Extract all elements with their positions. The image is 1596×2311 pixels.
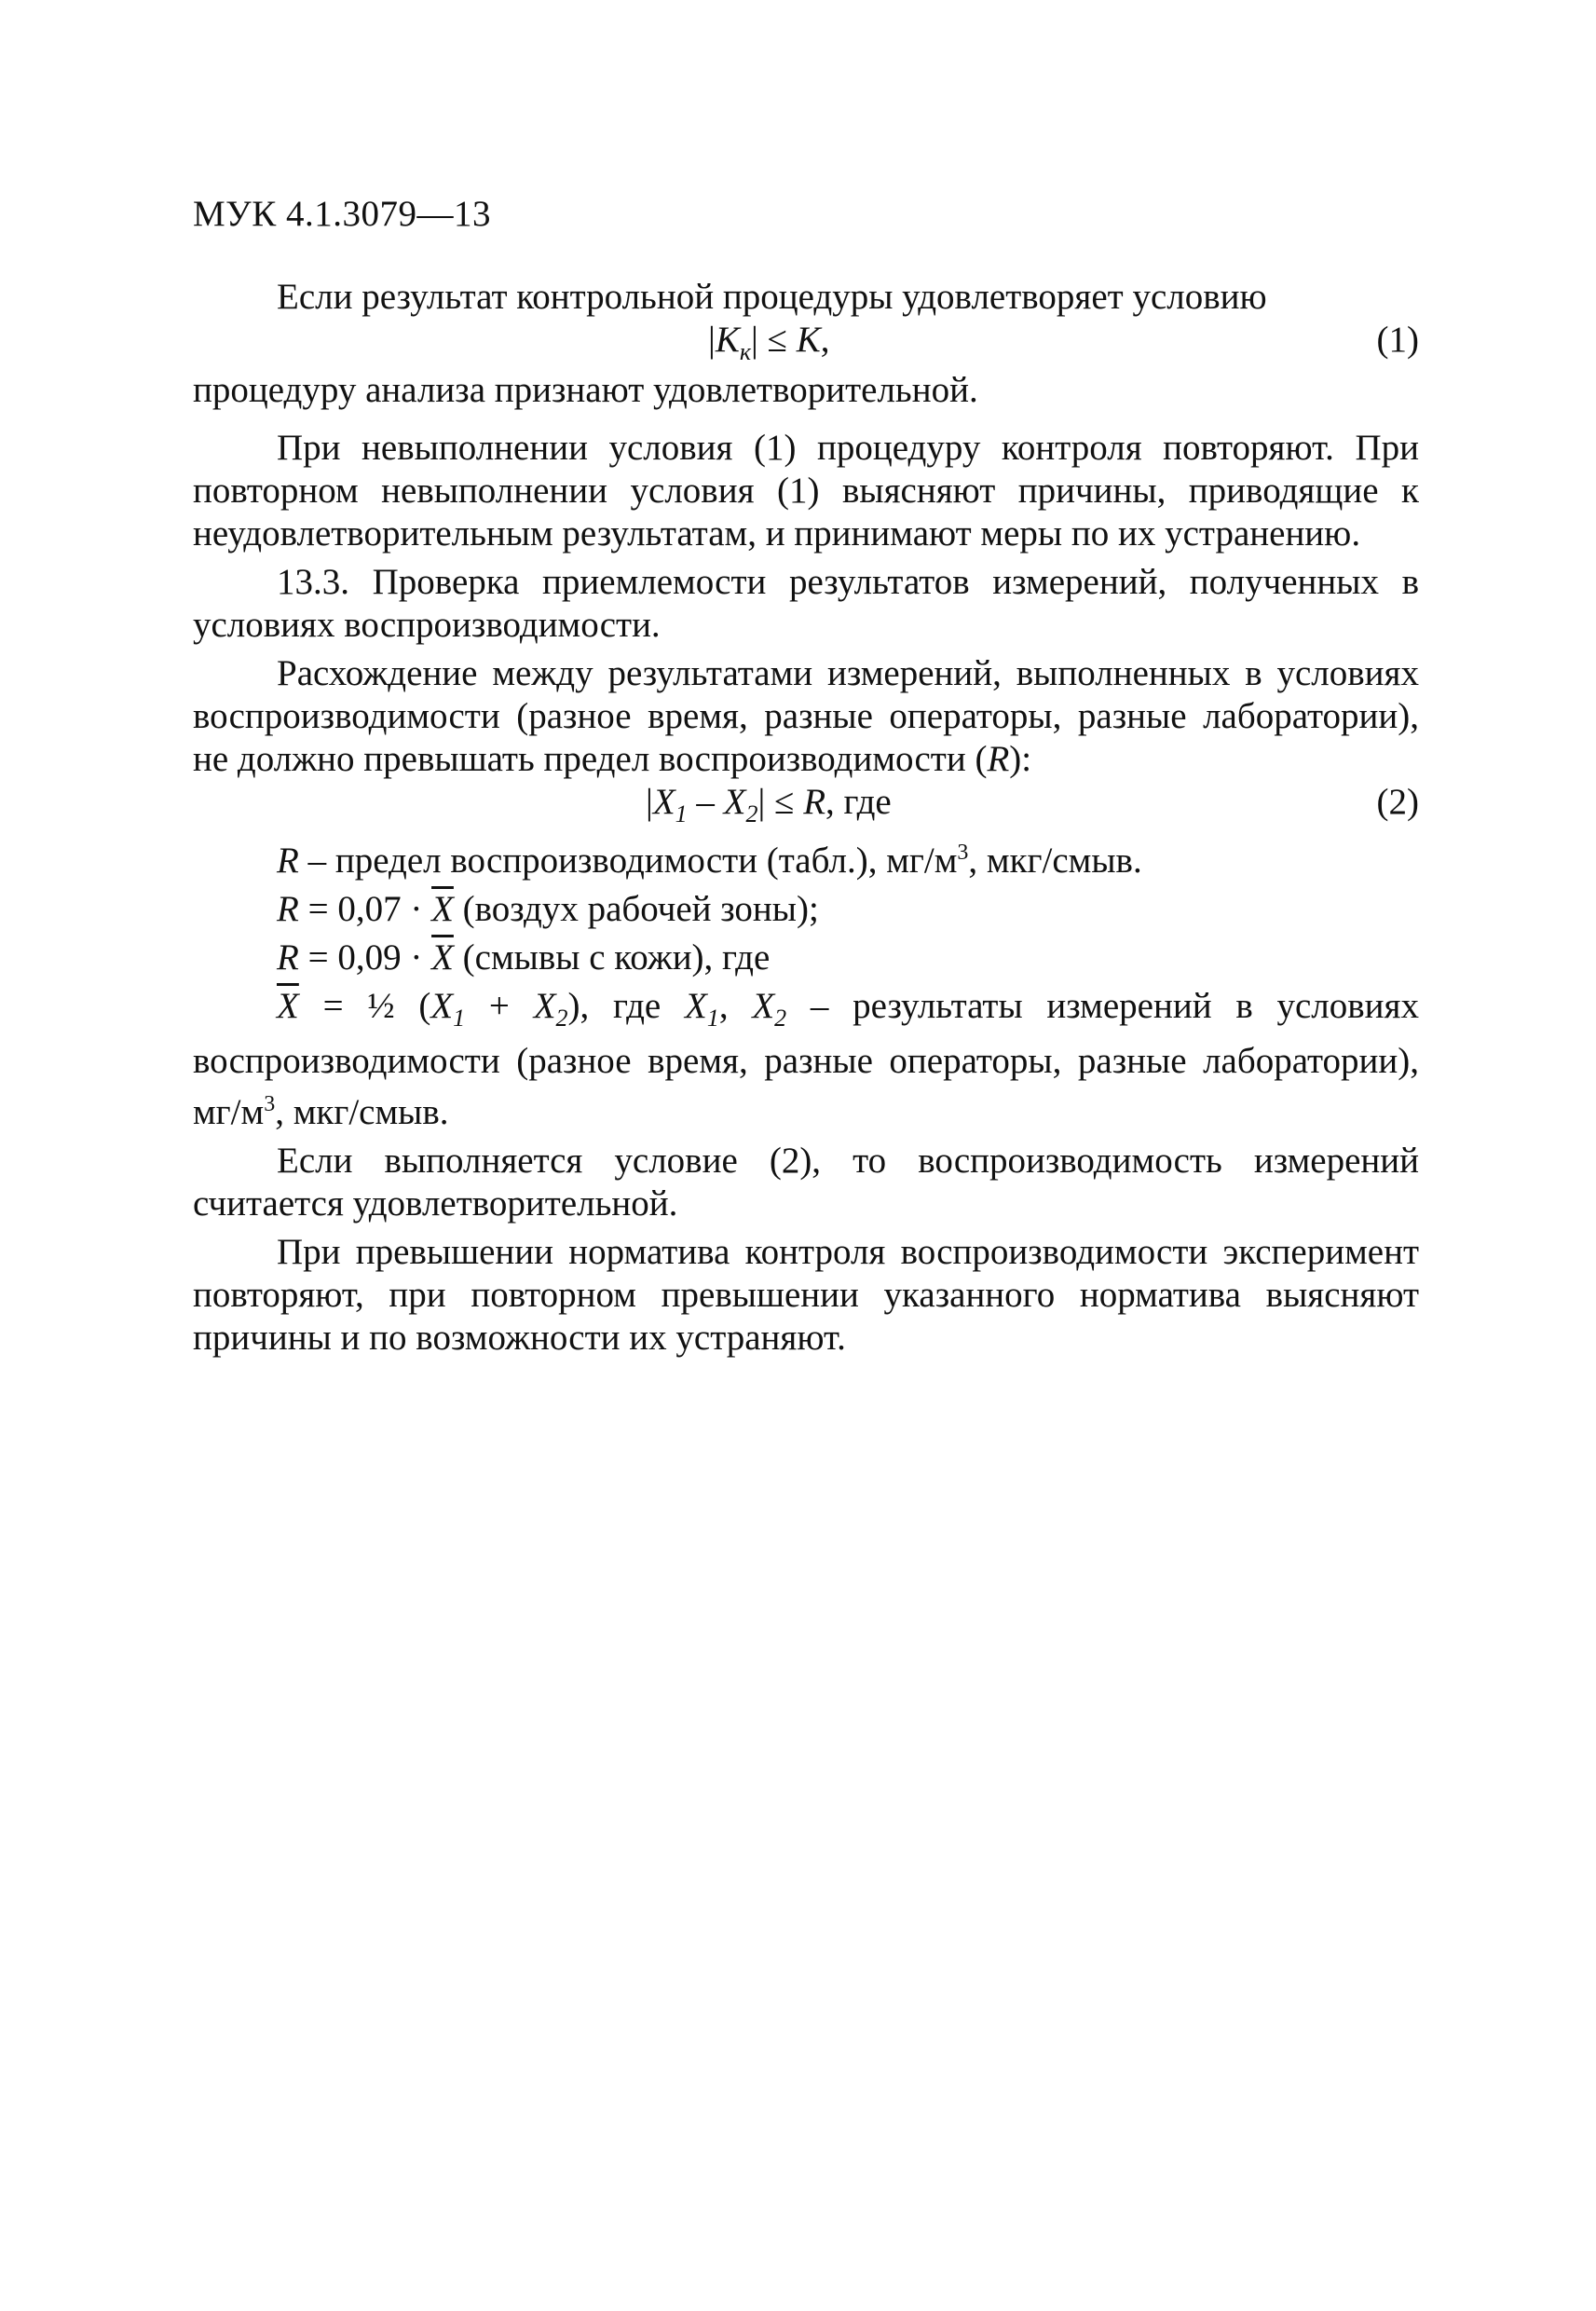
formula-2-open: | <box>646 782 653 822</box>
r-skin-eq: = 0,09 · <box>298 937 432 978</box>
xbar-definition-text-c: , мкг/смыв. <box>275 1091 449 1132</box>
formula-1-k-var: K <box>715 320 740 360</box>
exceed-paragraph: При превышении норматива контроля воспроизводимости эксперимент повторяют, при повторном превышении указанного норматива выясняют причины и по возможности их устраняют. <box>193 1231 1419 1358</box>
formula-2-tail: , где <box>825 782 892 822</box>
xbar-definition-x2-var: X <box>533 986 556 1026</box>
document-code: МУК 4.1.3079—13 <box>193 194 492 234</box>
formula-2-number: (2) <box>1376 782 1419 822</box>
xbar-definition-xbar: $\overline{X}$ <box>277 986 299 1026</box>
r-definition-text-a: – предел воспроизводимости (табл.), мг/м <box>298 841 958 881</box>
formula-2-x1-var: X <box>652 782 675 822</box>
xbar-definition-comma: , <box>718 986 753 1026</box>
xbar-definition <box>193 985 1419 1134</box>
xbar-definition-x1-var: X <box>430 986 454 1026</box>
intro-paragraph: Если результат контрольной процедуры удовлетворяет условию <box>277 277 1267 317</box>
xbar-definition-x1-sub: 1 <box>453 1004 466 1032</box>
r-definition-text-b: , мкг/смыв. <box>968 841 1142 881</box>
xbar-definition-x2b-var: X <box>752 986 775 1026</box>
formula-2-minus: – <box>687 782 724 822</box>
r-skin-var: R <box>277 937 299 978</box>
formula-1-close: | ≤ <box>751 320 797 360</box>
discrepancy-text-a: Расхождение между результатами измерений, выполненных в условиях воспроизводимости (разное время, разные операторы, разные лаборатории), не должно превышать предел воспроизводимости ( <box>193 653 1419 779</box>
formula-2-x1-sub: 1 <box>675 800 688 827</box>
r-definition <box>193 831 1419 882</box>
formula-1-tail: , <box>820 320 830 360</box>
satisfied-paragraph: Если выполняется условие (2), то воспроизводимость измерений считается удовлетворительной. <box>193 1140 1419 1224</box>
r-skin-xbar: $\overline{X}$ <box>431 937 454 978</box>
discrepancy-paragraph <box>193 652 1419 781</box>
r-definition-var: R <box>277 841 299 881</box>
discrepancy-r-var: R <box>987 739 1010 779</box>
formula-2-expression <box>646 781 892 836</box>
repeat-paragraph: При невыполнении условия (1) процедуру контроля повторяют. При повторном невыполнении условия (1) выясняют причины, приводящие к неудовлетворительным результатам, и принимают меры по их устранению. <box>193 428 1419 554</box>
xbar-definition-x1b-sub: 1 <box>706 1004 719 1032</box>
xbar-definition-text-a: ), где <box>567 986 685 1026</box>
r-definition-sup: 3 <box>957 841 969 865</box>
formula-1-k-limit: K <box>796 320 821 360</box>
formula-1-number: (1) <box>1376 320 1419 360</box>
xbar-definition-plus: + <box>465 986 534 1026</box>
r-air-var: R <box>277 889 299 929</box>
r-air-formula <box>193 888 1419 931</box>
condition-block <box>193 276 1419 417</box>
xbar-definition-eq: = ½ ( <box>298 986 431 1026</box>
check-paragraph: 13.3. Проверка приемлемости результатов измерений, полученных в условиях воспроизводимости. <box>193 562 1419 645</box>
reproducibility-block <box>193 427 1419 1365</box>
xbar-definition-x2b-sub: 2 <box>774 1004 787 1032</box>
discrepancy-text-b: ): <box>1009 739 1032 779</box>
formula-2-r-var: R <box>803 782 826 822</box>
accept-line: процедуру анализа признают удовлетворительной. <box>193 370 978 410</box>
formula-2 <box>193 781 1419 829</box>
formula-1-k-sub: к <box>739 337 751 365</box>
r-air-text: (воздух рабочей зоны); <box>453 889 819 929</box>
r-air-eq: = 0,07 · <box>298 889 432 929</box>
r-air-xbar: $\overline{X}$ <box>431 889 454 929</box>
r-skin-text: (смывы с кожи), где <box>453 937 771 978</box>
formula-2-x2-var: X <box>723 782 746 822</box>
formula-1-expression <box>708 319 829 374</box>
r-skin-formula <box>193 937 1419 979</box>
xbar-definition-sup: 3 <box>264 1091 276 1116</box>
formula-2-x2-sub: 2 <box>745 800 758 827</box>
xbar-definition-text-b: – результаты измерений в условиях воспроизводимости (разное время, разные операторы, разные лаборатории), мг/м <box>193 986 1419 1132</box>
xbar-definition-x2-sub: 2 <box>555 1004 568 1032</box>
formula-2-close: | ≤ <box>757 782 804 822</box>
formula-1-open: | <box>708 320 716 360</box>
formula-1 <box>193 319 1419 367</box>
xbar-definition-x1b-var: X <box>684 986 707 1026</box>
